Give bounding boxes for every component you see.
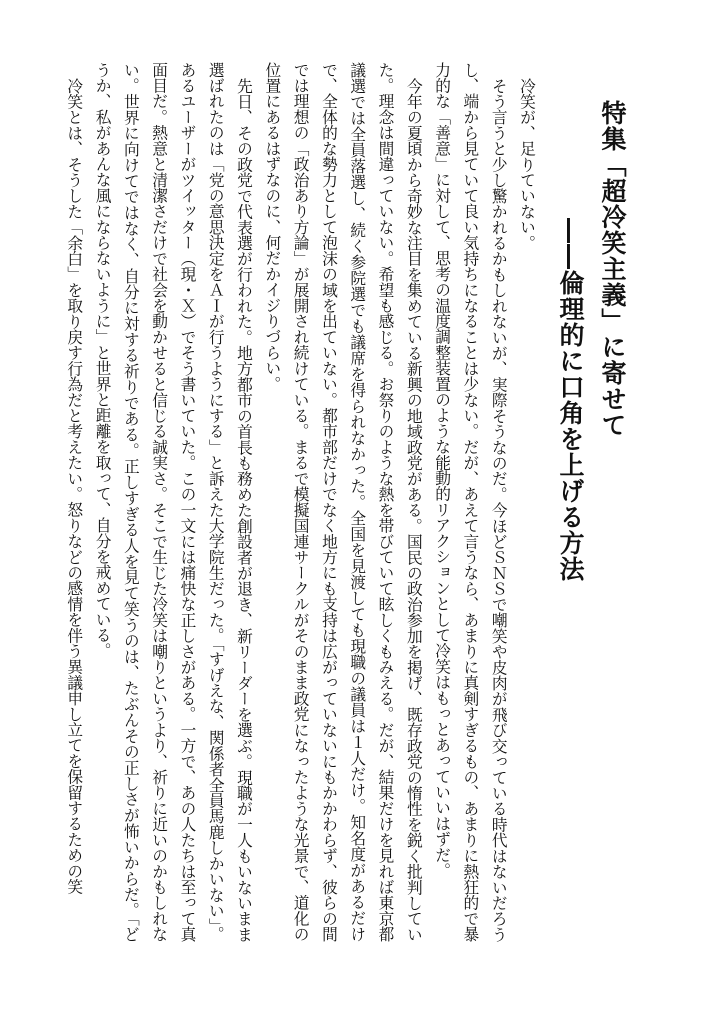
article-title-block xyxy=(549,100,633,980)
article-body xyxy=(21,62,541,942)
paragraph: 今年の夏頃から奇妙な注目を集めている新興の地域政党がある。国民の政治参加を掲げ、既存政党の惰性を鋭く批判していた。理念は間違っていない。希望も感じる。お祭りのような熱を帯びていて眩しくもみえる。だが、結果だけを見れば東京都議選では全員落選し、続く参院選でも議席を得られなかった。全国を見渡しても現職の議員は１人だけ。知名度があるだけで、全体的な勢力として泡沫の域を出ていない。都市部だけでなく地方にも支持は広がっていないにもかかわらず、彼らの間では理想の「政治あり方論」が展開され続けている。まるで模擬国連サークルがそのまま政党になったような光景で、道化の位置にあるはずなのに、何だかイジりづらい。 xyxy=(263,62,424,942)
paragraph: そう言うと少し驚かれるかもしれないが、実際そうなのだ。今ほどＳＮＳで嘲笑や皮肉が飛び交っている時代はないだろうし、端から見ていて良い気持ちになることは少ない。だが、あえて言うなら、あまりに真剣すぎるもの、あまりに熱狂的で暴力的な「善意」に対して、思考の温度調整装置のような能動的リアクションとして冷笑はもっとあっていいはずだ。 xyxy=(433,62,509,942)
paragraph: 冷笑とは、そうした「余白」を取り戻す行為だと考えたい。怒りなどの感情を伴う異議申し立てを保留するための笑 xyxy=(65,77,85,895)
article-subtitle: ――倫理的に口角を上げる方法 xyxy=(556,218,585,582)
article-title: 特集「超冷笑主義」に寄せて xyxy=(598,100,627,438)
paragraph: 冷笑が、足りていない。 xyxy=(518,77,537,251)
paragraph: 先日、その政党で代表選が行われた。地方都市の首長も務めた創設者が退き、新リーダーを選ぶ。現職が一人もいないまま選ばれたのは「党の意思決定をＡＩが行うようにする」と訴えた大学院生だった。「すげえな、関係者全員馬鹿しかいない」。あるユーザーがツイッター（現・Ｘ）でそう書いていた。この一文には痛快な正しさがある。一方で、あの人たちは至って真面目だ。熱意と清潔さだけで社会を動かせると信じる誠実さ。そこで生じた冷笑は嘲りというより、祈りに近いのかもしれない。世界に向けてではなく、自分に対する祈りである。正しすぎる人を見て笑うのは、たぶんその正しさが怖いからだ。「どうか、私があんな風にならないように」と世界と距離を取って、自分を戒めている。 xyxy=(93,62,255,942)
